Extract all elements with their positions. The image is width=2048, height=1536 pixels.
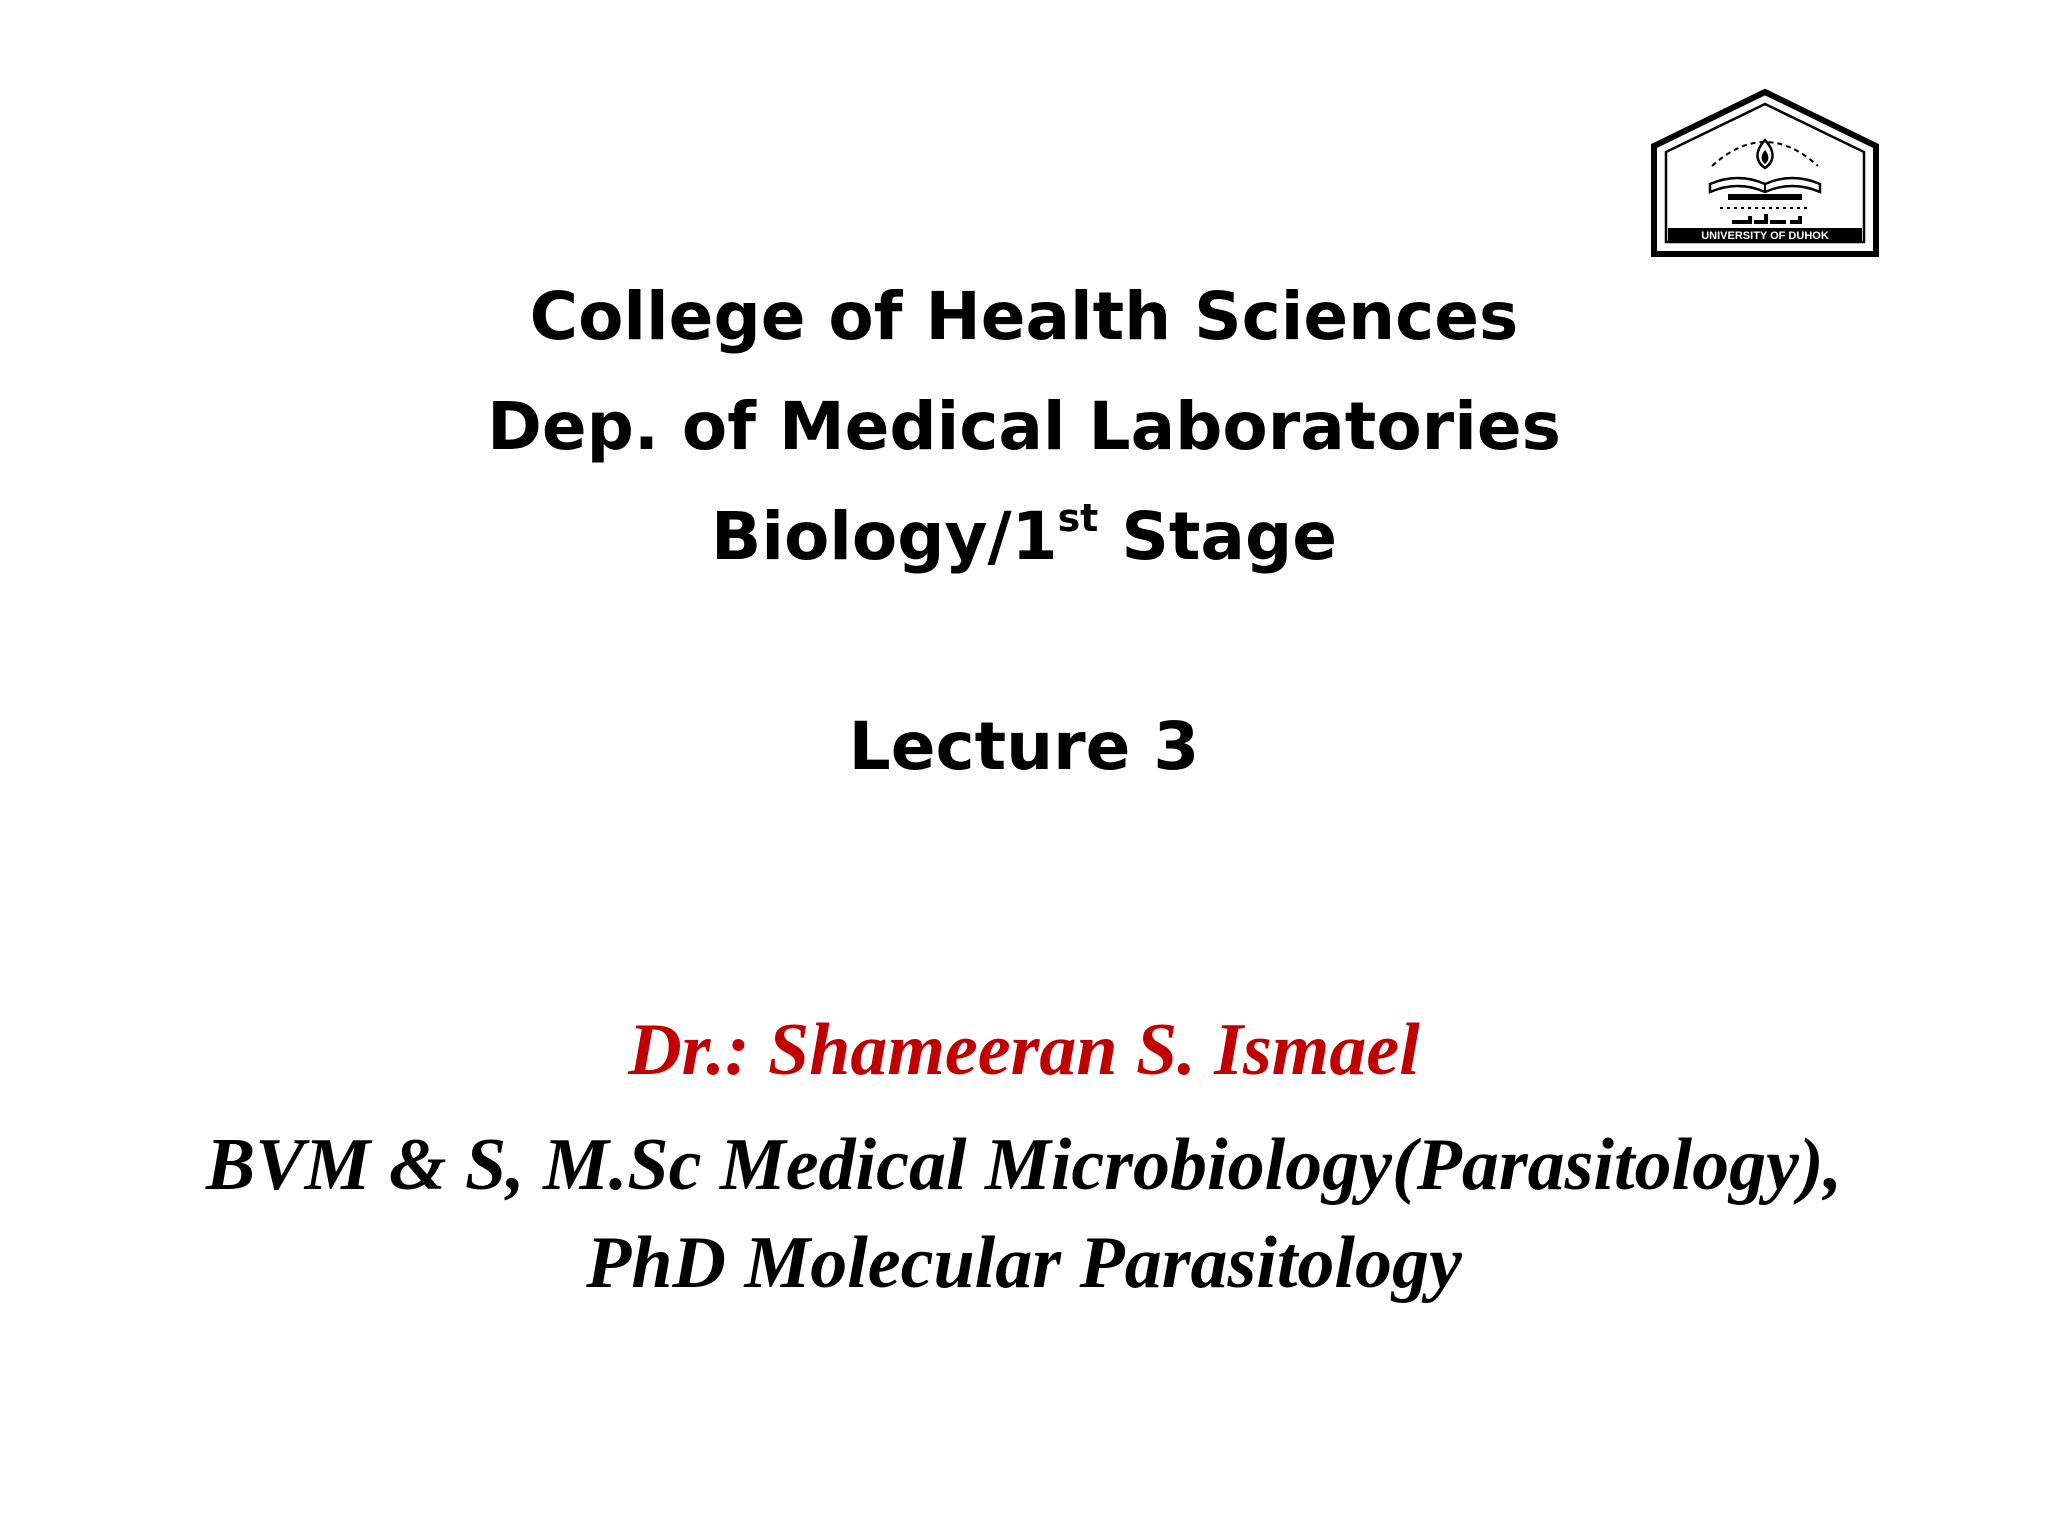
ordinal-suffix: st bbox=[1057, 496, 1099, 540]
course-name: Biology/1 bbox=[711, 498, 1058, 575]
author-credentials bbox=[0, 1116, 2048, 1312]
credentials-line-1: BVM & S, M.Sc Medical Microbiology(Parasitology), bbox=[205, 1124, 1843, 1206]
stage-label: Stage bbox=[1098, 498, 1337, 575]
author-name: Dr.: Shameeran S. Ismael bbox=[628, 1009, 1420, 1091]
department-name: Dep. of Medical Laboratories bbox=[487, 388, 1561, 465]
college-name: College of Health Sciences bbox=[529, 278, 1519, 355]
credentials-line-2: PhD Molecular Parasitology bbox=[586, 1222, 1462, 1304]
university-logo bbox=[1650, 88, 1880, 258]
logo-text: UNIVERSITY OF DUHOK bbox=[1701, 230, 1829, 242]
university-seal-icon bbox=[1650, 88, 1880, 258]
slide-title bbox=[0, 262, 2048, 592]
course-stage bbox=[0, 482, 2048, 592]
lecture-number: Lecture 3 bbox=[848, 708, 1200, 785]
